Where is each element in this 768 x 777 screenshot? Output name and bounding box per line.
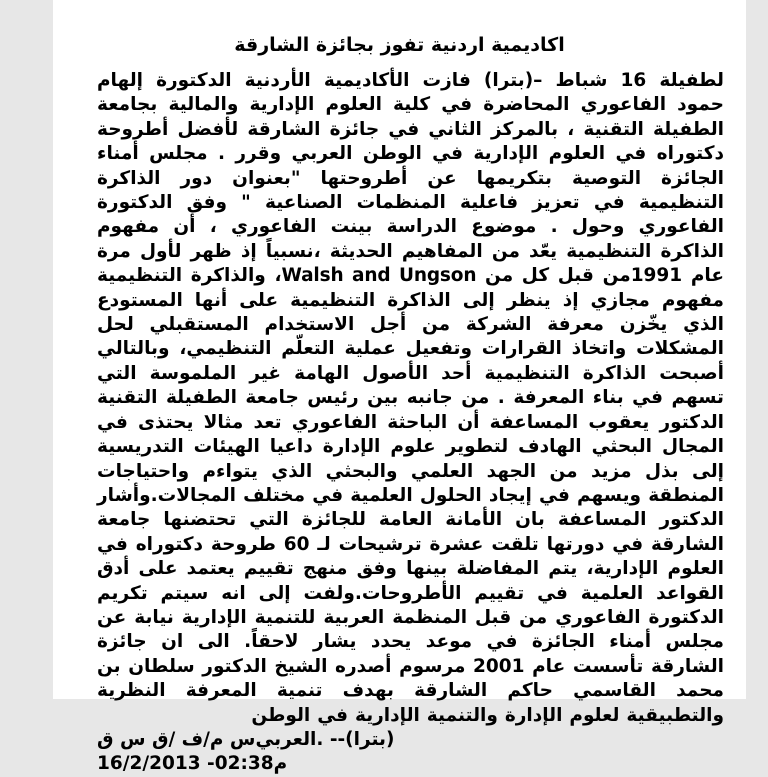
page-title: اكاديمية اردنية تفوز بجائزة الشارقة <box>234 34 565 56</box>
article-body-part-2: ، والذاكرة التنظيمية مفهوم مجازي إذ ينظر إلى الذاكرة التنظيمية على أنها المستودع الذي يخّزن معرفة الشركة من أجل الاستخدام المستقبلي لحل المشكلات واتخاذ القرارات وتفعيل عملية التعلّم التنظيمي، وبالتالي أصبحت الذاكرة التنظيمية أحد الأصول الهامة غير الملموسة التي تسهم في بناء المعرفة . من جانبه بين رئيس جامعة الطفيلة التقنية الدكتور يعقوب المساعفة أن الباحثة الفاعوري تعد مثالا يحتذى في المجال البحثي الهادف لتطوير علوم الإدارة داعيا الهيئات التدريسية إلى بذل مزيد من الجهد العلمي والبحثي الذي يتواءم واحتياجات المنطقة ويسهم في إيجاد الحلول العلمية في مختلف المجالات.وأشار الدكتور المساعفة بان الأمانة العامة للجائزة التي تحتضنها جامعة الشارقة في دورتها تلقت عشرة ترشيحات لـ 60 طروحة دكتوراه في العلوم الإدارية، يتم المفاضلة بينها وفق منهج تقييم يعتمد على أدق القواعد العلمية في تقييم الأطروحات.ولفت إلى انه سيتم تكريم الدكتورة الفاعوري من قبل المنظمة العربية للتنمية الإدارية نيابة عن مجلس أمناء الجائزة في موعد يحدد يشار لاحقاً. الى ان جائزة الشارقة تأسست عام 2001 مرسوم أصدره الشيخ الدكتور سلطان بن محمد القاسمي حاكم الشارقة بهدف تنمية المعرفة النظرية والتطبيقية لعلوم الإدارة والتنمية الإدارية في الوطن <box>97 265 724 726</box>
page-sheet <box>53 0 746 775</box>
latin-citation: Walsh and Ungson <box>281 265 477 287</box>
news-article <box>53 0 746 775</box>
article-body-part-1: لطفيلة 16 شباط –(بترا) فازت الأكاديمية الأردنية الدكتورة إلهام حمود الفاعوري المحاضرة في كلية العلوم الإدارية والمالية بجامعة الطفيلة التقنية ، بالمركز الثاني في جائزة الشارقة لأفضل أطروحة دكتوراه في العلوم الإدارية في الوطن العربي وقرر . مجلس أمناء الجائزة التوصية بتكريمها عن أطروحتها "بعنوان دور الذاكرة التنظيمية في تعزيز فاعلية المنظمات الصناعية " وفق الدكتورة الفاعوري وحول . موضوع الدراسة بينت الفاعوري ، أن مفهوم الذاكرة التنظيمية يعّد من المفاهيم الحديثة ،نسبياً إذ ظهر لأول مرة عام 1991من قبل كل من <box>97 70 724 287</box>
footer-timestamp: 16/2/2013 -02:38م <box>97 753 288 775</box>
article-footer <box>53 728 746 777</box>
article-body <box>53 58 746 728</box>
footer-byline: (بترا)-- .العربي‌س م/ف /ق س ق <box>97 728 395 750</box>
